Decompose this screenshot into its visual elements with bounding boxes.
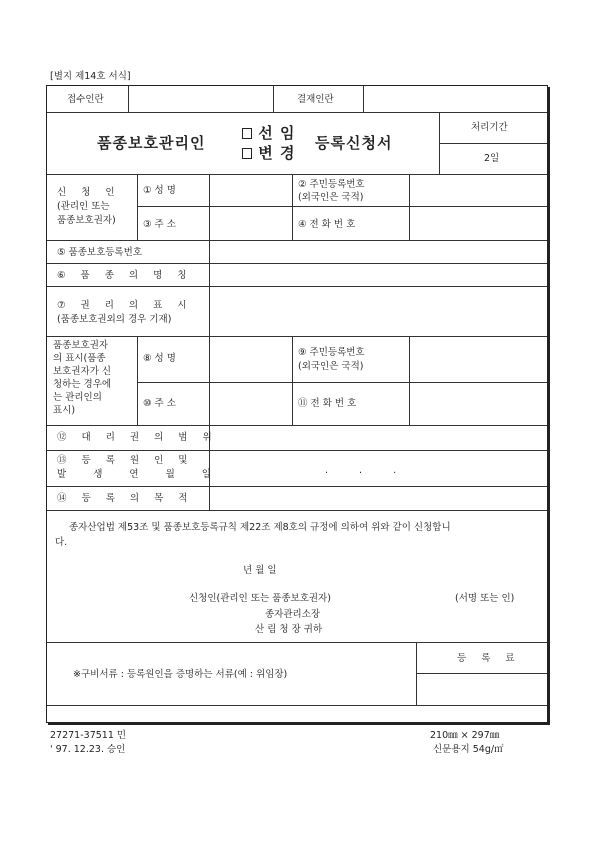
registration-purpose-label: ⑭ 등 록 의 목 적 <box>57 493 194 504</box>
required-documents: ※구비서류 : 등록원인을 증명하는 서류(예 : 위임장) <box>73 669 288 680</box>
paper-type: 신문용지 54g/㎡ <box>433 744 504 755</box>
registration-cause-label: ⑬ 등 록 원 인 및 <box>57 455 194 466</box>
registration-cause-sub: 발 생 연 월 일 <box>57 469 223 480</box>
checkbox-appoint[interactable] <box>242 128 252 139</box>
holder-address-label: ⑩ 주 소 <box>143 398 176 409</box>
approval-label: 결재인란 <box>297 94 334 105</box>
holder-label-3: 보호권자가 신 <box>53 366 112 377</box>
paper-size: 210㎜ × 297㎜ <box>430 730 500 741</box>
form-number: [별지 제14호 서식] <box>50 71 131 82</box>
holder-label-2: 의 표시(품종 <box>53 353 106 364</box>
applicant-regno-label: ② 주민등록번호 <box>298 179 365 190</box>
holder-phone-label: ⑪ 전 화 번 호 <box>298 398 357 409</box>
applicant-signature-label: 신청인(관리인 또는 품종보호권자) <box>189 593 331 604</box>
form-code: 27271-37511 민 <box>50 730 127 741</box>
holder-label-6: 표시) <box>53 405 76 416</box>
holder-name-label: ⑧ 성 명 <box>143 353 176 364</box>
applicant-name-label: ① 성 명 <box>143 185 176 196</box>
checkbox-change[interactable] <box>242 148 252 159</box>
form-title-tail: 등록신청서 <box>315 134 393 152</box>
option-appoint: 선 임 <box>242 126 295 141</box>
receipt-label: 접수인란 <box>67 94 104 105</box>
applicant-address-label: ③ 주 소 <box>143 219 176 230</box>
agency-scope-label: ⑫ 대 리 권 의 범 위 <box>57 432 218 443</box>
form-title-main: 품종보호관리인 <box>97 134 206 152</box>
variety-name-label: ⑥ 품 종 의 명 칭 <box>57 270 193 281</box>
approval-date: ' 97. 12.23. 승인 <box>50 744 126 755</box>
applicant-label: 신 청 인 <box>57 187 121 198</box>
option-change: 변 경 <box>242 146 295 161</box>
statement-line-1: 종자산업법 제53조 및 품종보호등록규칙 제22조 제8호의 규정에 의하여 위와 같이 신청합니 <box>69 522 451 533</box>
addressee-2: 산 림 청 장 귀하 <box>255 624 323 635</box>
applicant-label-2: (관리인 또는 <box>57 201 110 212</box>
right-indication-sub: (품종보호권외의 경우 기재) <box>57 314 172 325</box>
registration-fee-label: 등 록 료 <box>457 653 521 664</box>
applicant-label-3: 품종보호권자) <box>57 215 116 226</box>
holder-label-4: 청하는 경우에 <box>53 379 112 390</box>
right-indication-label: ⑦ 권 리 의 표 시 <box>57 300 193 311</box>
holder-label-1: 품종보호권자 <box>53 340 109 351</box>
applicant-phone-label: ④ 전 화 번 호 <box>298 219 356 230</box>
statement-line-2: 다. <box>55 537 68 548</box>
holder-regno-sub: (외국인은 국적) <box>298 361 364 372</box>
holder-label-5: 는 관리인의 <box>53 392 102 403</box>
application-date: 년 월 일 <box>243 565 277 576</box>
addressee-1: 종자관리소장 <box>265 609 321 620</box>
holder-regno-label: ⑨ 주민등록번호 <box>298 347 365 358</box>
registration-number-label: ⑤ 품종보호등록번호 <box>57 247 142 258</box>
applicant-regno-sub: (외국인은 국적) <box>298 192 364 203</box>
application-form <box>46 85 548 723</box>
signature-hint: (서명 또는 인) <box>455 593 515 604</box>
processing-period-label: 처리기간 <box>471 122 508 133</box>
processing-period-value: 2일 <box>484 153 500 164</box>
registration-date-field[interactable]: . . . <box>325 465 411 476</box>
